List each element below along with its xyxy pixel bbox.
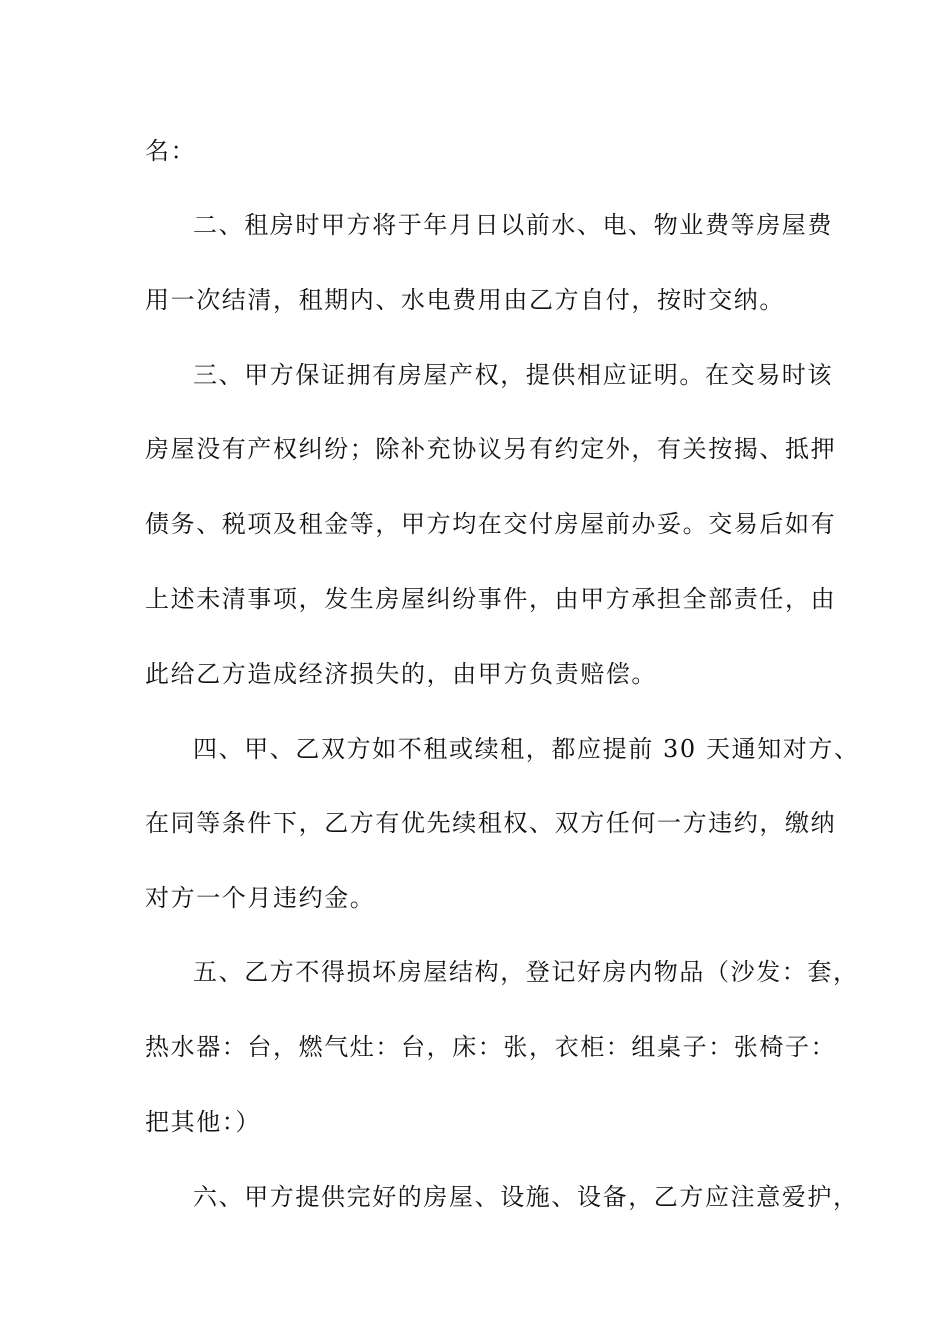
clause-4-line-1: 四、甲、乙双方如不租或续租，都应提前 30 天通知对方、 [193,735,860,763]
clause-6-line-1: 六、甲方提供完好的房屋、设施、设备，乙方应注意爱护， [193,1183,859,1211]
clause-4-line-3: 对方一个月违约金。 [145,884,376,912]
clause-2-line-2: 用一次结清，租期内、水电费用由乙方自付，按时交纳。 [145,286,785,314]
clause-5-line-1: 五、乙方不得损坏房屋结构，登记好房内物品（沙发：套， [193,958,859,986]
clause-3-line-3: 债务、税项及租金等，甲方均在交付房屋前办妥。交易后如有 [145,510,837,538]
clause-5-line-3: 把其他：） [145,1108,261,1136]
clause-5-line-2: 热水器：台，燃气灶：台，床：张，衣柜：组桌子：张椅子： [145,1033,837,1061]
clause-3-line-5: 此给乙方造成经济损失的，由甲方负责赔偿。 [145,660,657,688]
clause-3-line-2: 房屋没有产权纠纷；除补充协议另有约定外，有关按揭、抵押 [145,435,837,463]
clause-3-line-1: 三、甲方保证拥有房屋产权，提供相应证明。在交易时该 [193,361,833,389]
clause-2-line-1: 二、租房时甲方将于年月日以前水、电、物业费等房屋费 [193,211,833,239]
clause-3-line-4: 上述未清事项，发生房屋纠纷事件，由甲方承担全部责任，由 [145,585,837,613]
clause-4-line-2: 在同等条件下，乙方有优先续租权、双方任何一方违约，缴纳 [145,809,837,837]
text-line: 名： [145,137,197,165]
